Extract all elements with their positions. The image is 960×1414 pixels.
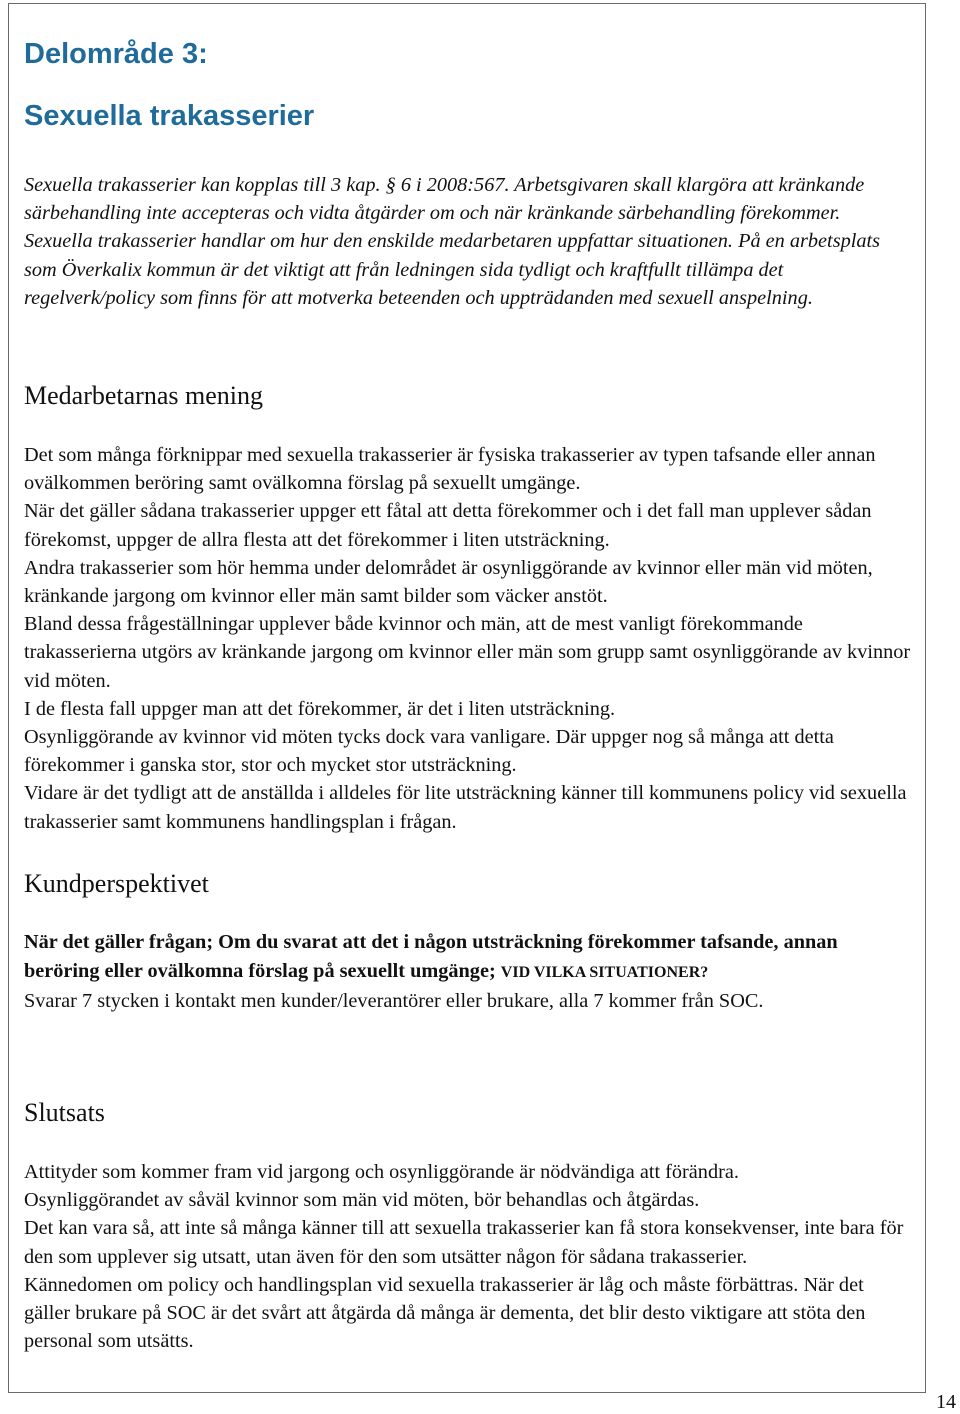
- slutsats-paragraph: Attityder som kommer fram vid jargong och osynliggörande är nödvändiga att förändra.: [24, 1161, 739, 1183]
- page-number: 14: [936, 1391, 956, 1413]
- medarbetarnas-paragraph: Det som många förknippar med sexuella trakasserier är fysiska trakasserier av typen tafsande eller annan ovälkommen beröring samt ovälkomna förslag på sexuellt umgänge.: [24, 444, 876, 495]
- survey-answer: Svarar 7 stycken i kontakt men kunder/leverantörer eller brukare, alla 7 kommer från SOC.: [24, 990, 764, 1012]
- intro-paragraph: Sexuella trakasserier kan kopplas till 3 kap. § 6 i 2008:567. Arbetsgivaren skall klargöra att kränkande särbehandling inte accepteras och vidta åtgärder om och när kränkande särbehandling förekommer. Sexuella trakasserier handlar om hur den enskilde medarbetaren uppfattar situationen. På en arbetsplats som Överkalix kommun är det viktigt att från ledningen sida tydligt och kraftfullt tillämpa det regelverk/policy som finns för att motverka beteenden och uppträdanden med sexuell anspelning.: [24, 174, 881, 309]
- medarbetarnas-body: [24, 441, 914, 836]
- survey-question-caps: VID VILKA SITUATIONER?: [500, 963, 709, 981]
- medarbetarnas-paragraph: Vidare är det tydligt att de anställda i alldeles för lite utsträckning känner till kommunens policy vid sexuella trakasserier samt kommunens handlingsplan i frågan.: [24, 782, 907, 833]
- kundperspektivet-body: [24, 928, 914, 1015]
- medarbetarnas-paragraph: Osynliggörande av kvinnor vid möten tycks dock vara vanligare. Där uppger nog så många att detta förekommer i ganska stor, stor och mycket stor utsträckning.: [24, 726, 834, 777]
- survey-question-text: När det gäller frågan; Om du svarat att det i någon utsträckning förekommer tafsande, annan beröring eller ovälkomna förslag på sexuellt umgänge;: [24, 931, 838, 982]
- section-title-kundperspektivet: Kundperspektivet: [24, 869, 209, 898]
- medarbetarnas-paragraph: Bland dessa frågeställningar upplever både kvinnor och män, att de mest vanligt förekommande trakasserierna utgörs av kränkande jargong om kvinnor eller män som grupp samt osynliggörande av kvinnor vid möten.: [24, 613, 911, 692]
- slutsats-paragraph: Det kan vara så, att inte så många känner till att sexuella trakasserier kan få stora konsekvenser, inte bara för den som upplever sig utsatt, utan även för den som utsätter någon för sådana trakasserier.: [24, 1217, 904, 1268]
- section-heading-delomrade: Delområde 3:: [24, 38, 208, 70]
- slutsats-paragraph: Osynliggörandet av såväl kvinnor som män vid möten, bör behandlas och åtgärdas.: [24, 1189, 700, 1212]
- medarbetarnas-paragraph: I de flesta fall uppger man att det förekommer, är det i liten utsträckning.: [24, 697, 616, 720]
- section-title-slutsats: Slutsats: [24, 1098, 105, 1127]
- section-heading-topic: Sexuella trakasserier: [24, 100, 315, 132]
- medarbetarnas-paragraph: När det gäller sådana trakasserier uppger ett fåtal att detta förekommer och i det fall man upplever sådan förekomst, uppger de allra flesta att det förekommer i liten utsträckning.: [24, 500, 872, 551]
- section-title-medarbetarnas-mening: Medarbetarnas mening: [24, 381, 263, 410]
- slutsats-body: [24, 1158, 914, 1355]
- slutsats-paragraph: Kännedomen om policy och handlingsplan vid sexuella trakasserier är låg och måste förbättras. När det gäller brukare på SOC är det svårt att åtgärda då många är dementa, det blir desto viktigare att stöta den personal som utsätts.: [24, 1273, 866, 1353]
- medarbetarnas-paragraph: Andra trakasserier som hör hemma under delområdet är osynliggörande av kvinnor eller män vid möten, kränkande jargong om kvinnor eller män samt bilder som väcker anstöt.: [24, 556, 873, 608]
- survey-question: [24, 928, 914, 987]
